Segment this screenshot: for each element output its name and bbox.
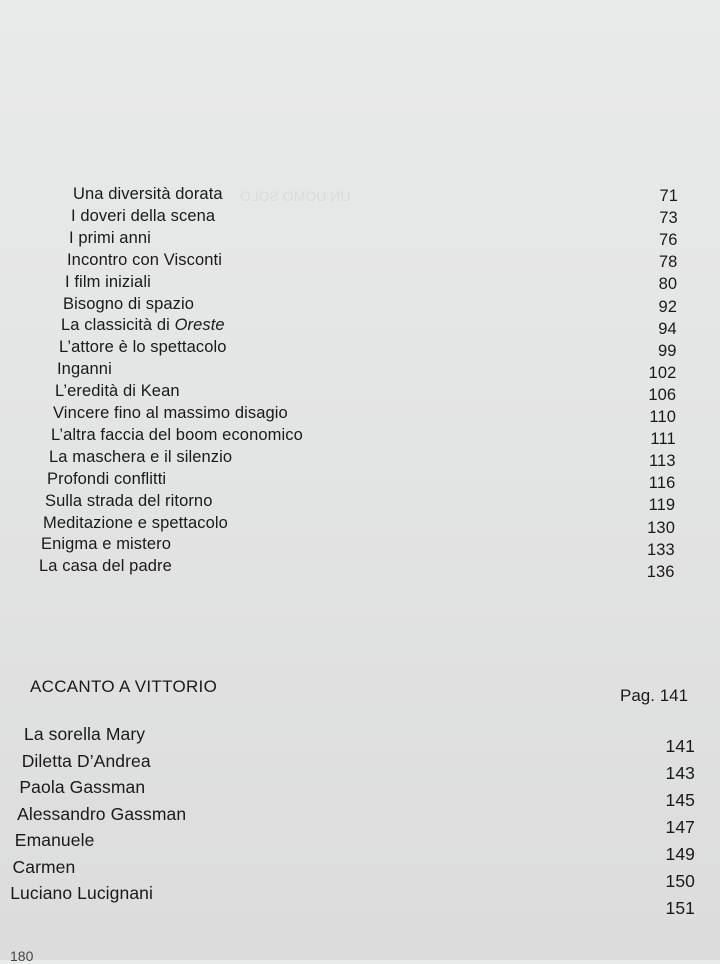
toc-entry-title: L’altra faccia del boom economico <box>51 425 303 444</box>
toc-entry-title: Sulla strada del ritorno <box>45 491 213 510</box>
section-entry-title: Alessandro Gassman <box>17 803 187 824</box>
toc-entry-page: 133 <box>646 540 675 559</box>
section-heading: ACCANTO A VITTORIO <box>30 677 218 696</box>
section-entry-page: 147 <box>665 817 695 837</box>
toc-entry-page: 111 <box>650 430 676 449</box>
toc-entry-page: 130 <box>647 518 675 537</box>
toc-entry-title: I film iniziali <box>65 272 151 291</box>
toc-entry-page: 76 <box>659 231 678 250</box>
section-entry-title: Emanuele <box>14 830 95 850</box>
section-entry-title: Diletta D’Andrea <box>21 750 151 771</box>
toc-entry-title: La maschera e il silenzio <box>49 447 233 466</box>
page-number: 180 <box>10 948 34 964</box>
toc-entry-title: Inganni <box>57 360 112 379</box>
toc-entry-title: Vincere fino al massimo disagio <box>53 404 288 422</box>
toc-entry-page: 80 <box>658 275 678 294</box>
toc-entry-page: 110 <box>649 408 676 426</box>
toc-entry-title: Incontro con Visconti <box>67 250 222 269</box>
section-entry-title: Carmen <box>12 856 76 877</box>
toc-entry-title: I doveri della scena <box>71 206 216 225</box>
toc-entry-page: 73 <box>659 209 678 228</box>
section-entry-title: Luciano Lucignani <box>10 883 153 903</box>
toc-entry-title: Enigma e mistero <box>41 535 171 554</box>
section-entry-page: 145 <box>665 790 695 810</box>
toc-entry-title: I primi anni <box>69 228 151 247</box>
section-entry-page: 150 <box>665 871 695 891</box>
toc-entry-page: 78 <box>658 253 678 272</box>
toc-entry-title: Meditazione e spettacolo <box>43 513 228 532</box>
toc-entry-page: 92 <box>658 297 677 316</box>
toc-entry-title-text: La classicità di <box>61 316 175 335</box>
section-entry-title: Paola Gassman <box>19 777 146 797</box>
section-page-ref: Pag. 141 <box>620 686 689 705</box>
toc-entry-title <box>61 316 225 335</box>
section-entry-page: 151 <box>665 898 695 918</box>
section-entry-page: 143 <box>665 763 695 783</box>
section-entry-page: 141 <box>665 736 695 756</box>
bleed-through-text: UN UOMO SOLO <box>240 188 351 204</box>
toc-entry-title: Profondi conflitti <box>47 469 167 488</box>
toc-entry-page: 119 <box>648 496 676 515</box>
section-entry-page: 149 <box>665 844 695 864</box>
toc-entry-page: 102 <box>648 363 677 382</box>
toc-entry-title: L’attore è lo spettacolo <box>59 338 227 357</box>
toc-entry-page: 113 <box>648 452 676 471</box>
toc-entry-page: 71 <box>659 187 678 205</box>
toc-entry-title: L’eredità di Kean <box>55 382 180 401</box>
toc-entry-page: 99 <box>658 341 677 360</box>
toc-entry-title: La casa del padre <box>39 557 172 576</box>
toc-entry-page: 94 <box>658 319 677 338</box>
toc-entry-title: Una diversità dorata <box>73 185 223 203</box>
toc-entry-page: 136 <box>646 562 675 581</box>
toc-entry-title-italic: Oreste <box>174 316 225 335</box>
section-entry-title: La sorella Mary <box>24 724 146 744</box>
toc-entry-page: 116 <box>648 474 676 493</box>
toc-entry-page: 106 <box>648 385 677 404</box>
toc-entry-title: Bisogno di spazio <box>63 294 195 313</box>
